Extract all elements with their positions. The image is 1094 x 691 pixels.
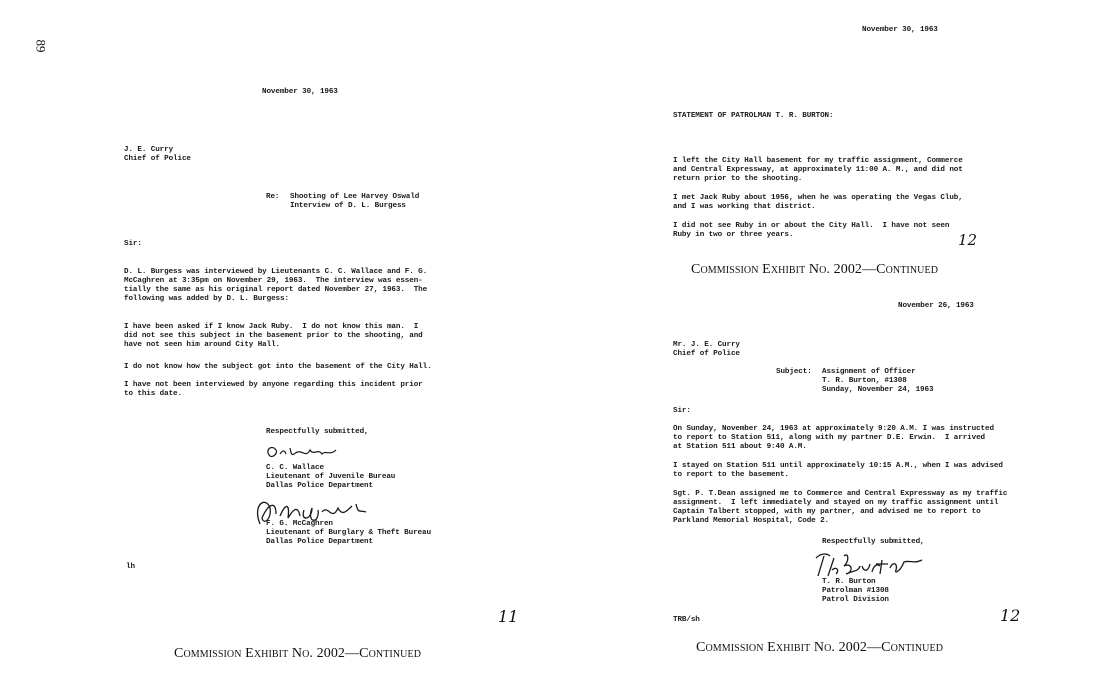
signer1-title2: Dallas Police Department [266,482,373,490]
left-para1: D. L. Burgess was interviewed by Lieutenants C. C. Wallace and F. G. McCaghren at 3:35pm on November 29, 1963. The interview was essen- tially the same as his original report dated November 27, 1963. The following was added by D. L. Burgess: [124,268,428,303]
right-bottom-addressee-name: Mr. J. E. Curry [673,341,740,349]
right-top-caption: Commission Exhibit No. 2002—Continued [691,262,939,277]
right-bottom-para1: On Sunday, November 24, 1963 at approximately 9:20 A.M. I was instructed to report to Station 511, along with my partner D.E. Erwin. I arrived at Station 511 about 9:40 A.M. [673,425,994,451]
right-bottom-closing: Respectfully submitted, [822,538,925,546]
left-addressee-title: Chief of Police [124,155,191,163]
signer1-title1: Lieutenant of Juvenile Bureau [266,473,396,481]
left-closing: Respectfully submitted, [266,428,369,436]
right-top-heading: STATEMENT OF PATROLMAN T. R. BURTON: [673,112,834,120]
right-top-para1: I left the City Hall basement for my traffic assignment, Commerce and Central Expressway, at approximately 11:00 A. M., and did not return prior to the shooting. [673,157,963,183]
right-bottom-salutation: Sir: [673,407,691,415]
signer2-title2: Dallas Police Department [266,538,373,546]
right-bottom-caption: Commission Exhibit No. 2002—Continued [696,640,944,655]
right-bottom-date: November 26, 1963 [898,302,974,310]
left-initials: lh [126,563,135,571]
left-handwritten-page: 11 [498,607,519,626]
burton-title1: Patrolman #1308 [822,587,889,595]
right-bottom-subject-line1: Assignment of Officer [822,368,916,376]
burton-title2: Patrol Division [822,596,889,604]
left-re-label: Re: [266,193,280,201]
left-re-line2: Interview of D. L. Burgess [290,202,406,210]
right-bottom-handwritten-page: 12 [1000,606,1021,625]
signer2-name: F. G. McCaghren [266,520,333,528]
right-bottom-initials: TRB/sh [673,616,700,624]
right-top-handwritten-mark: 12 [958,231,978,249]
left-date: November 30, 1963 [262,88,338,96]
wallace-signature [262,440,342,464]
right-top-date: November 30, 1963 [862,26,938,34]
page-number: 89 [33,39,49,53]
signer1-name: C. C. Wallace [266,464,324,472]
left-para4: I have not been interviewed by anyone regarding this incident prior to this date. [124,381,423,398]
left-salutation: Sir: [124,240,142,248]
right-bottom-addressee-title: Chief of Police [673,350,740,358]
left-addressee-name: J. E. Curry [124,146,174,154]
right-bottom-subject-line2: T. R. Burton, #1308 [822,377,907,385]
right-top-para3: I did not see Ruby in or about the City Hall. I have not seen Ruby in two or three years. [673,222,950,239]
right-bottom-para3: Sgt. P. T.Dean assigned me to Commerce and Central Expressway as my traffic assignment. I left immediately and stayed on my traffic assignment until Captain Talbert stopped, with my partner, and advised me to report to Parkland Memorial Hospital, Code 2. [673,490,1008,525]
signer2-title1: Lieutenant of Burglary & Theft Bureau [266,529,431,537]
left-para2: I have been asked if I know Jack Ruby. I do not know this man. I did not see this subject in the basement prior to the shooting, and have not seen him around City Hall. [124,323,423,349]
right-bottom-para2: I stayed on Station 511 until approximately 10:15 A.M., when I was advised to report to the basement. [673,462,1003,479]
left-para3: I do not know how the subject got into the basement of the City Hall. [124,363,432,371]
burton-name: T. R. Burton [822,578,876,586]
left-caption: Commission Exhibit No. 2002—Continued [174,646,422,661]
left-re-line1: Shooting of Lee Harvey Oswald [290,193,420,201]
right-top-para2: I met Jack Ruby about 1956, when he was operating the Vegas Club, and I was working that district. [673,194,963,211]
right-bottom-subject-line3: Sunday, November 24, 1963 [822,386,934,394]
right-bottom-subject-label: Subject: [776,368,812,376]
burton-signature [814,548,934,582]
